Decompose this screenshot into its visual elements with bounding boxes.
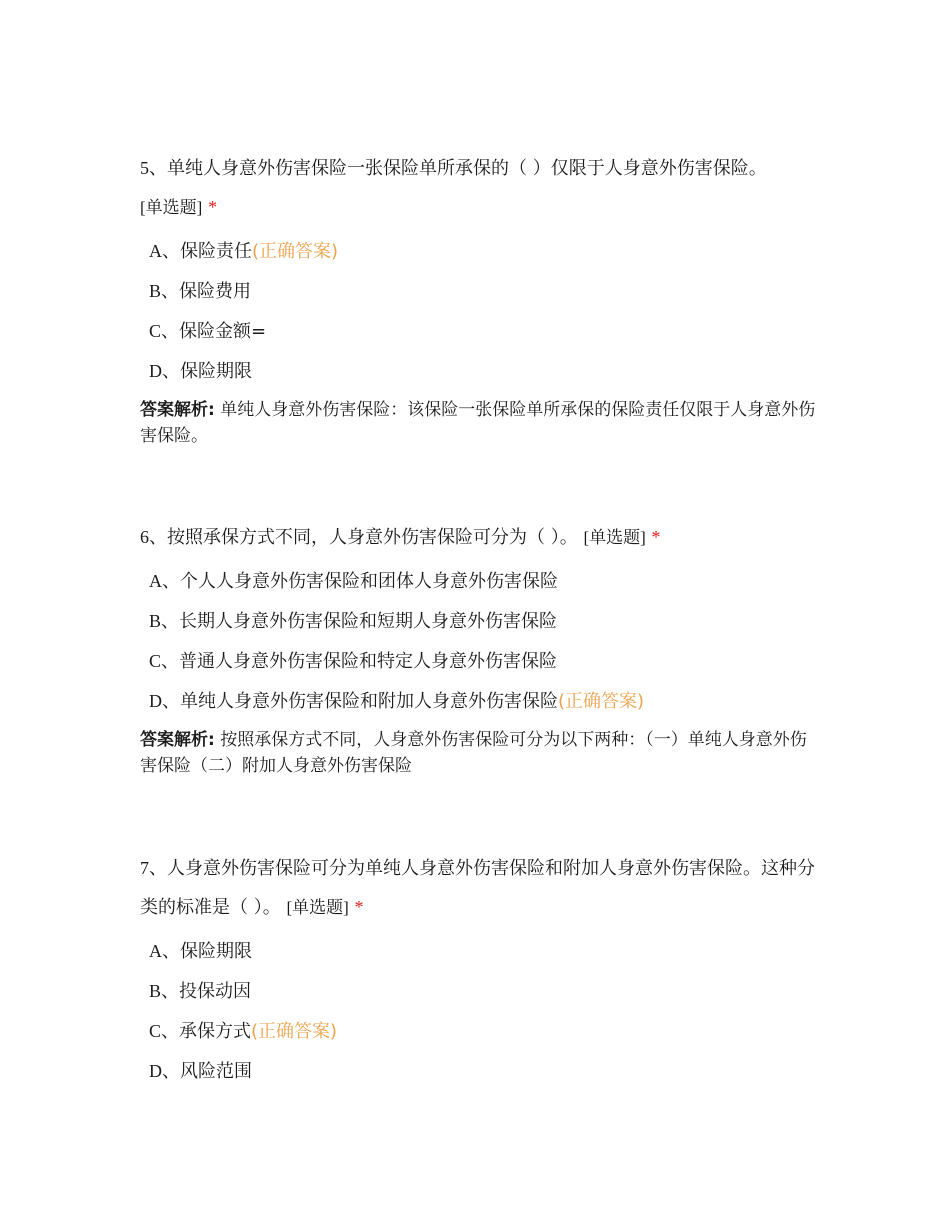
- option-text: 长期人身意外伤害保险和短期人身意外伤害保险: [179, 611, 558, 632]
- option-letter: B、: [149, 611, 180, 631]
- option-text: 保险责任: [180, 241, 252, 262]
- option-text: 保险期限: [180, 941, 252, 962]
- option-text: 保险期限: [180, 361, 252, 382]
- option-c[interactable]: [140, 311, 820, 351]
- option-letter: A、: [149, 941, 180, 961]
- option-letter: C、: [149, 651, 180, 671]
- option-d[interactable]: [140, 681, 820, 721]
- question-number: 6、: [140, 527, 167, 547]
- answer-explanation: [140, 727, 820, 779]
- options-list: [140, 231, 820, 391]
- question-5: [140, 149, 820, 449]
- option-a[interactable]: [140, 931, 820, 971]
- option-a[interactable]: [140, 561, 820, 601]
- correct-answer-note: (正确答案): [251, 1021, 338, 1042]
- option-letter: B、: [149, 981, 180, 1001]
- option-c[interactable]: [140, 641, 820, 681]
- explanation-text: 按照承保方式不同，人身意外伤害保险可分为以下两种：（一）单纯人身意外伤害保险（二）附加人身意外伤害保险: [140, 730, 807, 776]
- option-c[interactable]: [140, 1011, 820, 1051]
- option-text: 投保动因: [179, 981, 252, 1002]
- question-type-tag: [单选题]: [583, 528, 646, 547]
- option-text: 普通人身意外伤害保险和特定人身意外伤害保险: [179, 651, 558, 672]
- option-text: 保险费用: [179, 281, 252, 302]
- question-7: [140, 849, 820, 1091]
- option-b[interactable]: [140, 971, 820, 1011]
- option-d[interactable]: [140, 351, 820, 391]
- option-letter: C、: [149, 321, 180, 341]
- explanation-label: 答案解析:: [140, 400, 215, 420]
- question-text: 按照承保方式不同，人身意外伤害保险可分为（ ）。: [167, 527, 578, 548]
- question-number: 5、: [140, 158, 167, 178]
- answer-explanation: [140, 397, 820, 449]
- correct-answer-note: (正确答案): [252, 241, 339, 262]
- option-letter: A、: [149, 571, 180, 591]
- explanation-text: 单纯人身意外伤害保险：该保险一张保险单所承保的保险责任仅限于人身意外伤害保险。: [140, 400, 816, 446]
- option-letter: B、: [149, 281, 180, 301]
- option-text: 个人人身意外伤害保险和团体人身意外伤害保险: [180, 571, 558, 592]
- question-stem: [140, 849, 820, 927]
- correct-answer-note: (正确答案): [558, 691, 645, 712]
- question-stem: [140, 149, 820, 227]
- option-letter: C、: [149, 1021, 180, 1041]
- options-list: [140, 931, 820, 1091]
- required-mark: *: [651, 527, 661, 547]
- option-text: 风险范围: [180, 1061, 252, 1082]
- required-mark: *: [354, 897, 364, 917]
- question-6: [140, 518, 820, 779]
- explanation-label: 答案解析:: [140, 730, 215, 750]
- options-list: [140, 561, 820, 721]
- option-letter: D、: [149, 361, 180, 381]
- question-text: 人身意外伤害保险可分为单纯人身意外伤害保险和附加人身意外伤害保险。这种分类的标准是（ ）。: [140, 858, 815, 918]
- option-text: 承保方式: [179, 1021, 252, 1042]
- question-type-tag: [单选题]: [140, 198, 203, 217]
- option-letter: A、: [149, 241, 180, 261]
- option-text: 单纯人身意外伤害保险和附加人身意外伤害保险: [180, 691, 558, 712]
- option-b[interactable]: [140, 271, 820, 311]
- required-mark: *: [208, 197, 218, 217]
- question-number: 7、: [140, 858, 167, 878]
- option-d[interactable]: [140, 1051, 820, 1091]
- question-stem: [140, 518, 820, 557]
- option-letter: D、: [149, 691, 180, 711]
- option-letter: D、: [149, 1061, 180, 1081]
- option-b[interactable]: [140, 601, 820, 641]
- question-type-tag: [单选题]: [286, 898, 349, 917]
- option-text: 保险金额=: [179, 321, 267, 342]
- option-a[interactable]: [140, 231, 820, 271]
- question-text: 单纯人身意外伤害保险一张保险单所承保的（ ）仅限于人身意外伤害保险。: [167, 158, 767, 179]
